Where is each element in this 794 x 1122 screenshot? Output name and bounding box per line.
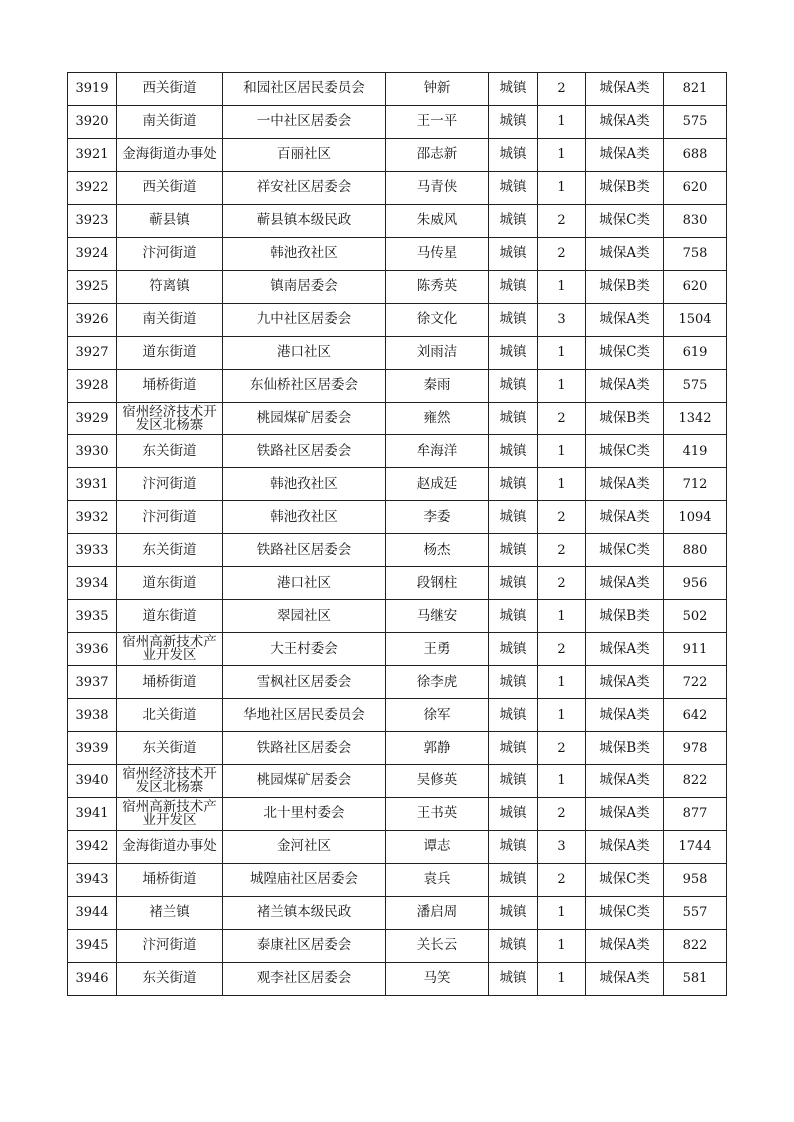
amount-cell: 620 — [664, 171, 727, 204]
table-row — [68, 765, 727, 798]
amount-cell: 911 — [664, 633, 727, 666]
table-row — [68, 501, 727, 534]
area-cell: 城镇 — [489, 666, 538, 699]
area-cell: 城镇 — [489, 896, 538, 929]
amount-cell: 688 — [664, 138, 727, 171]
serial-cell: 3924 — [68, 237, 117, 270]
community-cell: 桃园煤矿居委会 — [223, 402, 386, 435]
table-row — [68, 369, 727, 402]
name-cell: 秦雨 — [386, 369, 489, 402]
category-cell: 城保A类 — [586, 501, 664, 534]
table-row — [68, 138, 727, 171]
serial-cell: 3928 — [68, 369, 117, 402]
area-cell: 城镇 — [489, 501, 538, 534]
table-row — [68, 105, 727, 138]
table-row — [68, 303, 727, 336]
count-cell: 2 — [538, 797, 586, 830]
serial-cell: 3930 — [68, 435, 117, 468]
serial-cell: 3933 — [68, 534, 117, 567]
community-cell: 铁路社区居委会 — [223, 435, 386, 468]
community-cell: 大王村委会 — [223, 633, 386, 666]
amount-cell: 822 — [664, 929, 727, 962]
amount-cell: 557 — [664, 896, 727, 929]
community-cell: 华地社区居民委员会 — [223, 699, 386, 732]
table-row — [68, 699, 727, 732]
category-cell: 城保A类 — [586, 633, 664, 666]
amount-cell: 958 — [664, 863, 727, 896]
count-cell: 1 — [538, 369, 586, 402]
community-cell: 桃园煤矿居委会 — [223, 765, 386, 798]
community-cell: 褚兰镇本级民政 — [223, 896, 386, 929]
name-cell: 雍然 — [386, 402, 489, 435]
name-cell: 徐文化 — [386, 303, 489, 336]
table-row — [68, 732, 727, 765]
street-cell: 汴河街道 — [117, 501, 223, 534]
serial-cell: 3919 — [68, 73, 117, 106]
street-cell: 埇桥街道 — [117, 666, 223, 699]
table-row — [68, 797, 727, 830]
serial-cell: 3929 — [68, 402, 117, 435]
area-cell: 城镇 — [489, 929, 538, 962]
category-cell: 城保A类 — [586, 105, 664, 138]
name-cell: 谭志 — [386, 830, 489, 863]
area-cell: 城镇 — [489, 435, 538, 468]
area-cell: 城镇 — [489, 369, 538, 402]
category-cell: 城保A类 — [586, 962, 664, 995]
table-row — [68, 270, 727, 303]
table-row — [68, 237, 727, 270]
community-cell: 一中社区居委会 — [223, 105, 386, 138]
count-cell: 1 — [538, 435, 586, 468]
count-cell: 1 — [538, 666, 586, 699]
count-cell: 2 — [538, 732, 586, 765]
area-cell: 城镇 — [489, 633, 538, 666]
name-cell: 关长云 — [386, 929, 489, 962]
serial-cell: 3939 — [68, 732, 117, 765]
table-row — [68, 666, 727, 699]
count-cell: 1 — [538, 138, 586, 171]
count-cell: 1 — [538, 105, 586, 138]
amount-cell: 502 — [664, 600, 727, 633]
street-cell: 西关街道 — [117, 73, 223, 106]
street-cell: 金海街道办事处 — [117, 830, 223, 863]
community-cell: 北十里村委会 — [223, 797, 386, 830]
serial-cell: 3944 — [68, 896, 117, 929]
count-cell: 1 — [538, 962, 586, 995]
street-cell: 北关街道 — [117, 699, 223, 732]
serial-cell: 3936 — [68, 633, 117, 666]
street-cell: 宿州高新技术产业开发区 — [117, 797, 223, 830]
area-cell: 城镇 — [489, 73, 538, 106]
street-cell: 东关街道 — [117, 732, 223, 765]
name-cell: 刘雨洁 — [386, 336, 489, 369]
name-cell: 马继安 — [386, 600, 489, 633]
count-cell: 2 — [538, 633, 586, 666]
count-cell: 3 — [538, 303, 586, 336]
category-cell: 城保A类 — [586, 567, 664, 600]
serial-cell: 3925 — [68, 270, 117, 303]
serial-cell: 3943 — [68, 863, 117, 896]
count-cell: 1 — [538, 270, 586, 303]
name-cell: 王书英 — [386, 797, 489, 830]
table-row — [68, 402, 727, 435]
category-cell: 城保C类 — [586, 863, 664, 896]
count-cell: 1 — [538, 699, 586, 732]
street-cell: 埇桥街道 — [117, 863, 223, 896]
area-cell: 城镇 — [489, 600, 538, 633]
category-cell: 城保C类 — [586, 435, 664, 468]
street-cell: 褚兰镇 — [117, 896, 223, 929]
category-cell: 城保A类 — [586, 237, 664, 270]
name-cell: 邵志新 — [386, 138, 489, 171]
table-row — [68, 567, 727, 600]
category-cell: 城保B类 — [586, 600, 664, 633]
serial-cell: 3922 — [68, 171, 117, 204]
community-cell: 泰康社区居委会 — [223, 929, 386, 962]
serial-cell: 3927 — [68, 336, 117, 369]
community-cell: 铁路社区居委会 — [223, 732, 386, 765]
street-cell: 蕲县镇 — [117, 204, 223, 237]
street-cell: 道东街道 — [117, 567, 223, 600]
amount-cell: 419 — [664, 435, 727, 468]
area-cell: 城镇 — [489, 138, 538, 171]
count-cell: 1 — [538, 600, 586, 633]
street-cell: 道东街道 — [117, 336, 223, 369]
name-cell: 马笑 — [386, 962, 489, 995]
category-cell: 城保C类 — [586, 336, 664, 369]
name-cell: 马青侠 — [386, 171, 489, 204]
count-cell: 1 — [538, 171, 586, 204]
area-cell: 城镇 — [489, 105, 538, 138]
area-cell: 城镇 — [489, 303, 538, 336]
name-cell: 马传星 — [386, 237, 489, 270]
street-cell: 宿州经济技术开发区北杨寨 — [117, 402, 223, 435]
count-cell: 1 — [538, 765, 586, 798]
area-cell: 城镇 — [489, 534, 538, 567]
community-cell: 金河社区 — [223, 830, 386, 863]
area-cell: 城镇 — [489, 237, 538, 270]
category-cell: 城保C类 — [586, 896, 664, 929]
community-cell: 祥安社区居委会 — [223, 171, 386, 204]
street-cell: 西关街道 — [117, 171, 223, 204]
serial-cell: 3920 — [68, 105, 117, 138]
community-cell: 雪枫社区居委会 — [223, 666, 386, 699]
category-cell: 城保B类 — [586, 270, 664, 303]
table-row — [68, 534, 727, 567]
category-cell: 城保A类 — [586, 369, 664, 402]
community-cell: 观李社区居委会 — [223, 962, 386, 995]
serial-cell: 3937 — [68, 666, 117, 699]
name-cell: 朱威风 — [386, 204, 489, 237]
name-cell: 陈秀英 — [386, 270, 489, 303]
amount-cell: 581 — [664, 962, 727, 995]
amount-cell: 712 — [664, 468, 727, 501]
amount-cell: 978 — [664, 732, 727, 765]
count-cell: 2 — [538, 501, 586, 534]
category-cell: 城保A类 — [586, 468, 664, 501]
community-cell: 韩池孜社区 — [223, 501, 386, 534]
count-cell: 2 — [538, 402, 586, 435]
table-row — [68, 633, 727, 666]
area-cell: 城镇 — [489, 699, 538, 732]
table-row — [68, 336, 727, 369]
serial-cell: 3921 — [68, 138, 117, 171]
amount-cell: 1094 — [664, 501, 727, 534]
street-cell: 符离镇 — [117, 270, 223, 303]
table-row — [68, 73, 727, 106]
name-cell: 潘启周 — [386, 896, 489, 929]
name-cell: 李委 — [386, 501, 489, 534]
area-cell: 城镇 — [489, 962, 538, 995]
category-cell: 城保A类 — [586, 929, 664, 962]
street-cell: 金海街道办事处 — [117, 138, 223, 171]
community-cell: 城隍庙社区居委会 — [223, 863, 386, 896]
community-cell: 港口社区 — [223, 336, 386, 369]
category-cell: 城保C类 — [586, 534, 664, 567]
community-cell: 韩池孜社区 — [223, 237, 386, 270]
category-cell: 城保A类 — [586, 73, 664, 106]
category-cell: 城保A类 — [586, 699, 664, 732]
area-cell: 城镇 — [489, 765, 538, 798]
area-cell: 城镇 — [489, 468, 538, 501]
category-cell: 城保B类 — [586, 402, 664, 435]
table-row — [68, 204, 727, 237]
count-cell: 1 — [538, 336, 586, 369]
serial-cell: 3940 — [68, 765, 117, 798]
community-cell: 东仙桥社区居委会 — [223, 369, 386, 402]
serial-cell: 3945 — [68, 929, 117, 962]
data-table — [67, 72, 727, 996]
community-cell: 百丽社区 — [223, 138, 386, 171]
community-cell: 韩池孜社区 — [223, 468, 386, 501]
community-cell: 镇南居委会 — [223, 270, 386, 303]
table-row — [68, 896, 727, 929]
area-cell: 城镇 — [489, 402, 538, 435]
area-cell: 城镇 — [489, 204, 538, 237]
count-cell: 2 — [538, 534, 586, 567]
community-cell: 铁路社区居委会 — [223, 534, 386, 567]
count-cell: 2 — [538, 237, 586, 270]
street-cell: 宿州经济技术开发区北杨寨 — [117, 765, 223, 798]
table-row — [68, 830, 727, 863]
street-cell: 东关街道 — [117, 534, 223, 567]
category-cell: 城保B类 — [586, 171, 664, 204]
category-cell: 城保A类 — [586, 830, 664, 863]
serial-cell: 3946 — [68, 962, 117, 995]
community-cell: 和园社区居民委员会 — [223, 73, 386, 106]
amount-cell: 722 — [664, 666, 727, 699]
street-cell: 汴河街道 — [117, 468, 223, 501]
name-cell: 牟海洋 — [386, 435, 489, 468]
count-cell: 2 — [538, 204, 586, 237]
name-cell: 袁兵 — [386, 863, 489, 896]
name-cell: 赵成廷 — [386, 468, 489, 501]
serial-cell: 3934 — [68, 567, 117, 600]
serial-cell: 3931 — [68, 468, 117, 501]
amount-cell: 822 — [664, 765, 727, 798]
street-cell: 埇桥街道 — [117, 369, 223, 402]
street-cell: 南关街道 — [117, 303, 223, 336]
amount-cell: 956 — [664, 567, 727, 600]
street-cell: 东关街道 — [117, 962, 223, 995]
serial-cell: 3941 — [68, 797, 117, 830]
count-cell: 1 — [538, 468, 586, 501]
amount-cell: 620 — [664, 270, 727, 303]
community-cell: 港口社区 — [223, 567, 386, 600]
serial-cell: 3926 — [68, 303, 117, 336]
serial-cell: 3932 — [68, 501, 117, 534]
name-cell: 郭静 — [386, 732, 489, 765]
name-cell: 段钢柱 — [386, 567, 489, 600]
community-cell: 蕲县镇本级民政 — [223, 204, 386, 237]
street-cell: 南关街道 — [117, 105, 223, 138]
area-cell: 城镇 — [489, 567, 538, 600]
area-cell: 城镇 — [489, 270, 538, 303]
count-cell: 2 — [538, 73, 586, 106]
category-cell: 城保A类 — [586, 797, 664, 830]
street-cell: 东关街道 — [117, 435, 223, 468]
street-cell: 道东街道 — [117, 600, 223, 633]
category-cell: 城保C类 — [586, 204, 664, 237]
amount-cell: 758 — [664, 237, 727, 270]
serial-cell: 3938 — [68, 699, 117, 732]
category-cell: 城保A类 — [586, 303, 664, 336]
table-row — [68, 468, 727, 501]
area-cell: 城镇 — [489, 171, 538, 204]
area-cell: 城镇 — [489, 732, 538, 765]
amount-cell: 830 — [664, 204, 727, 237]
table-row — [68, 929, 727, 962]
serial-cell: 3942 — [68, 830, 117, 863]
count-cell: 2 — [538, 567, 586, 600]
name-cell: 吴修英 — [386, 765, 489, 798]
amount-cell: 642 — [664, 699, 727, 732]
category-cell: 城保A类 — [586, 666, 664, 699]
amount-cell: 575 — [664, 105, 727, 138]
street-cell: 汴河街道 — [117, 929, 223, 962]
area-cell: 城镇 — [489, 830, 538, 863]
area-cell: 城镇 — [489, 336, 538, 369]
amount-cell: 1744 — [664, 830, 727, 863]
table-row — [68, 171, 727, 204]
category-cell: 城保A类 — [586, 765, 664, 798]
table-body — [68, 73, 727, 996]
table-row — [68, 600, 727, 633]
name-cell: 徐李虎 — [386, 666, 489, 699]
amount-cell: 1504 — [664, 303, 727, 336]
amount-cell: 821 — [664, 73, 727, 106]
area-cell: 城镇 — [489, 863, 538, 896]
table-row — [68, 863, 727, 896]
amount-cell: 880 — [664, 534, 727, 567]
name-cell: 杨杰 — [386, 534, 489, 567]
category-cell: 城保B类 — [586, 732, 664, 765]
area-cell: 城镇 — [489, 797, 538, 830]
count-cell: 1 — [538, 929, 586, 962]
amount-cell: 575 — [664, 369, 727, 402]
name-cell: 徐军 — [386, 699, 489, 732]
amount-cell: 877 — [664, 797, 727, 830]
name-cell: 钟新 — [386, 73, 489, 106]
count-cell: 1 — [538, 896, 586, 929]
name-cell: 王一平 — [386, 105, 489, 138]
count-cell: 2 — [538, 863, 586, 896]
table-row — [68, 962, 727, 995]
category-cell: 城保A类 — [586, 138, 664, 171]
amount-cell: 1342 — [664, 402, 727, 435]
street-cell: 宿州高新技术产业开发区 — [117, 633, 223, 666]
count-cell: 3 — [538, 830, 586, 863]
amount-cell: 619 — [664, 336, 727, 369]
name-cell: 王勇 — [386, 633, 489, 666]
serial-cell: 3935 — [68, 600, 117, 633]
street-cell: 汴河街道 — [117, 237, 223, 270]
community-cell: 九中社区居委会 — [223, 303, 386, 336]
table-row — [68, 435, 727, 468]
serial-cell: 3923 — [68, 204, 117, 237]
community-cell: 翠园社区 — [223, 600, 386, 633]
